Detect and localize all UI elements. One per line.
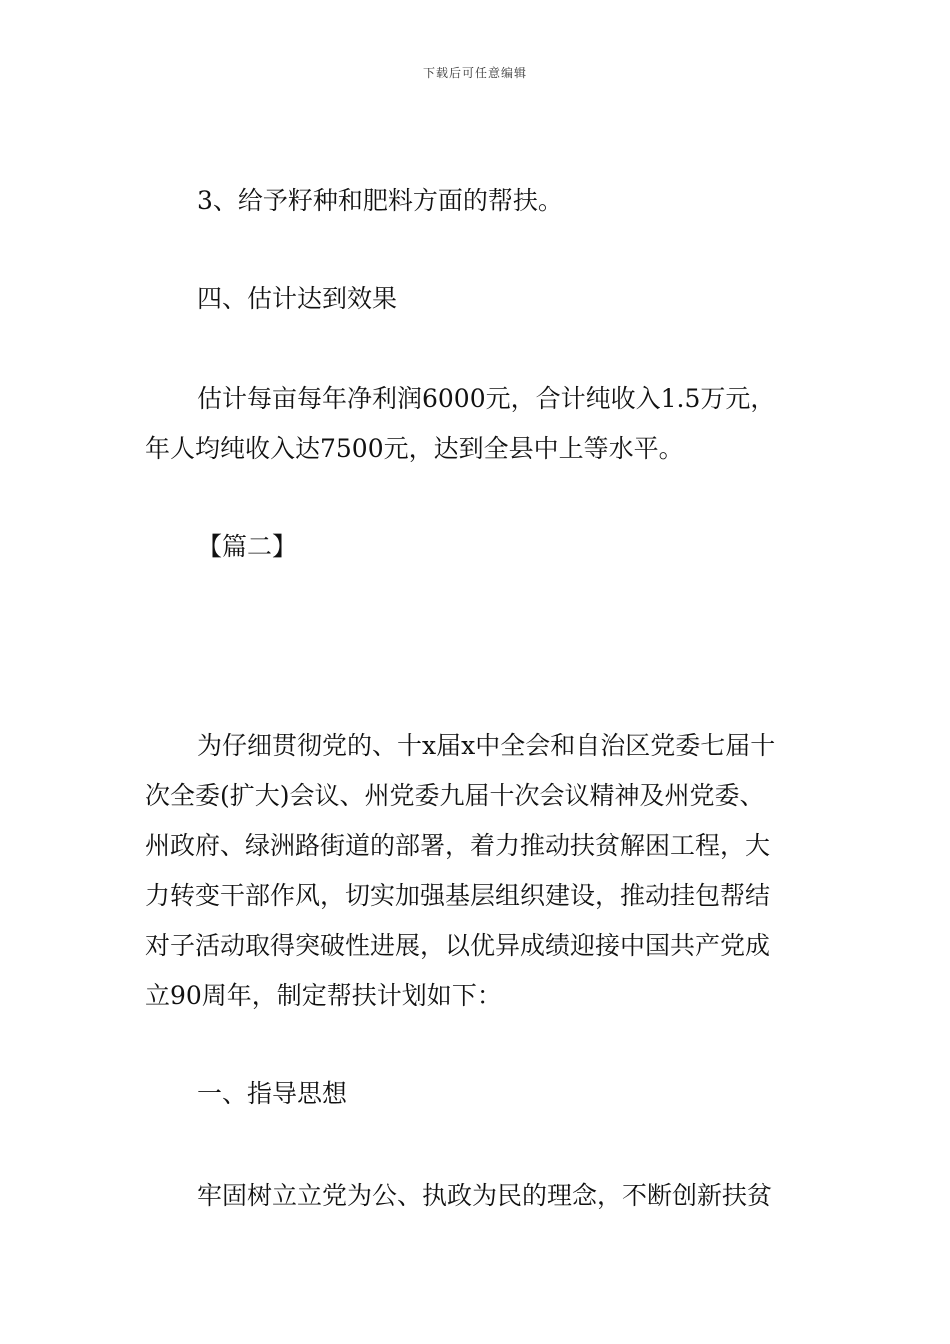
paragraph-line: 为仔细贯彻党的、十x届x中全会和自治区党委七届十 (197, 731, 776, 760)
section-heading: 四、估计达到效果 (197, 284, 398, 313)
paragraph-line: 牢固树立立党为公、执政为民的理念，不断创新扶贫 (197, 1181, 773, 1210)
paragraph-line: 3、给予籽种和肥料方面的帮扶。 (197, 186, 563, 215)
paragraph-line: 年人均纯收入达7500元，达到全县中上等水平。 (145, 434, 684, 463)
paragraph-line: 州政府、绿洲路街道的部署，着力推动扶贫解困工程，大 (145, 831, 771, 860)
page-header: 下载后可任意编辑 (422, 66, 527, 80)
paragraph-line: 估计每亩每年净利润6000元，合计纯收入1.5万元， (197, 384, 776, 413)
paragraph-line: 力转变干部作风，切实加强基层组织建设，推动挂包帮结 (145, 881, 771, 910)
paragraph-line: 次全委(扩大)会议、州党委九届十次会议精神及州党委、 (145, 781, 765, 810)
paragraph-line: 对子活动取得突破性进展，以优异成绩迎接中国共产党成 (145, 931, 771, 960)
section-heading: 一、指导思想 (197, 1079, 348, 1108)
paragraph-line: 立90周年，制定帮扶计划如下： (145, 981, 502, 1010)
section-heading: 【篇二】 (197, 532, 298, 561)
